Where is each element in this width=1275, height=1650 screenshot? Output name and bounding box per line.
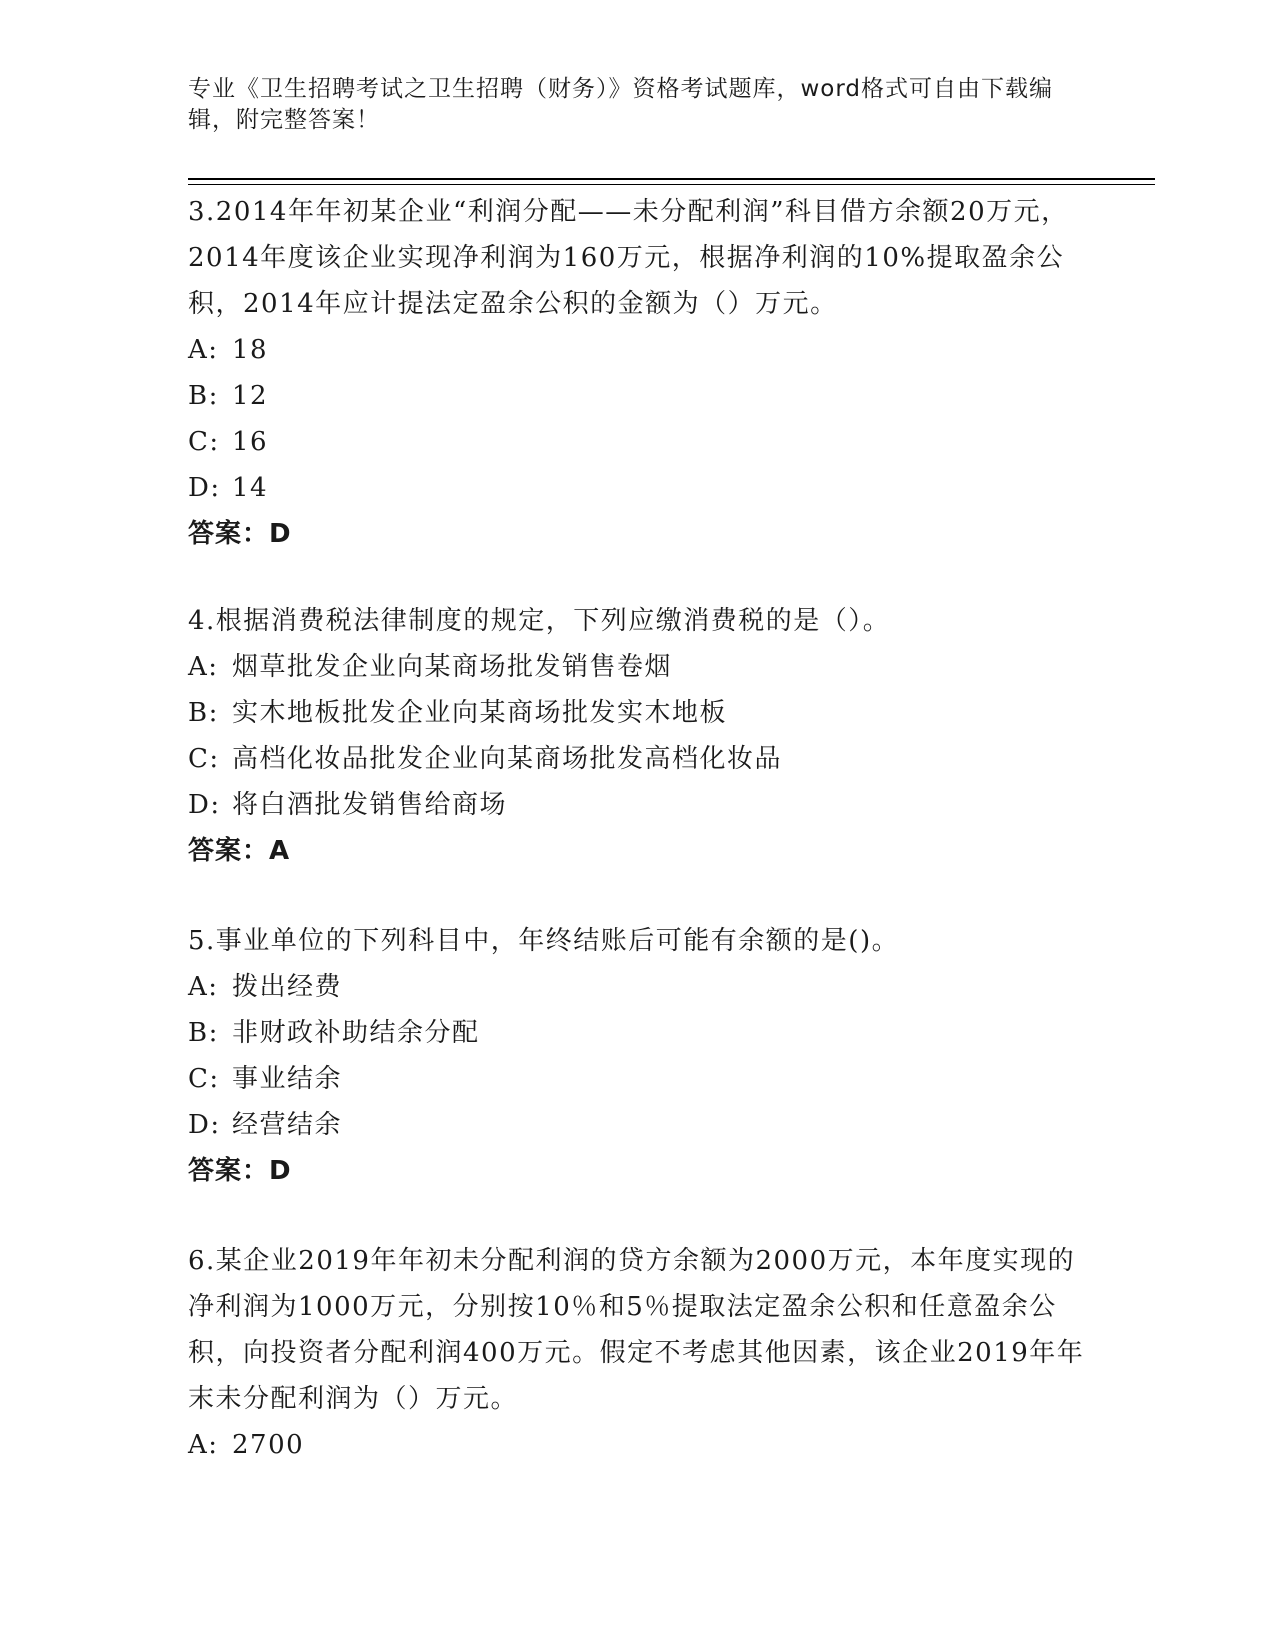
option-label: A:	[188, 652, 219, 682]
option-text: 事业结余	[232, 1064, 343, 1094]
question-6	[188, 1238, 1088, 1468]
option-b	[188, 690, 1088, 736]
option-a	[188, 964, 1088, 1010]
option-text: 12	[232, 381, 269, 411]
option-d	[188, 465, 1088, 511]
option-a	[188, 327, 1088, 373]
option-label: C:	[188, 1064, 220, 1094]
option-label: B:	[188, 1018, 219, 1048]
option-text: 18	[232, 335, 269, 365]
question-stem: 5.事业单位的下列科目中，年终结账后可能有余额的是()。	[188, 926, 900, 956]
header-rule-thick	[188, 178, 1155, 180]
answer: 答案：A	[188, 836, 291, 866]
question-stem: 4.根据消费税法律制度的规定，下列应缴消费税的是（）。	[188, 606, 891, 636]
option-text: 高档化妆品批发企业向某商场批发高档化妆品	[232, 744, 783, 774]
option-c	[188, 419, 1088, 465]
option-text: 14	[232, 473, 269, 503]
question-3	[188, 189, 1088, 557]
option-c	[188, 1056, 1088, 1102]
option-label: D:	[188, 473, 221, 503]
option-text: 烟草批发企业向某商场批发销售卷烟	[232, 652, 673, 682]
option-text: 实木地板批发企业向某商场批发实木地板	[232, 698, 728, 728]
option-text: 将白酒批发销售给商场	[232, 790, 508, 820]
option-text: 经营结余	[232, 1110, 343, 1140]
option-label: B:	[188, 698, 219, 728]
answer: 答案：D	[188, 519, 292, 549]
question-stem: 3.2014年年初某企业“利润分配——未分配利润”科目借方余额20万元，2014年度该企业实现净利润为160万元，根据净利润的10%提取盈余公积，2014年应计提法定盈余公积的金额为（）万元。	[188, 197, 1069, 319]
option-label: D:	[188, 1110, 221, 1140]
option-text: 2700	[232, 1430, 305, 1460]
option-label: A:	[188, 1430, 219, 1460]
option-label: C:	[188, 427, 220, 457]
option-label: A:	[188, 335, 219, 365]
question-4	[188, 598, 1088, 874]
option-text: 16	[232, 427, 269, 457]
option-label: B:	[188, 381, 219, 411]
document-header: 专业《卫生招聘考试之卫生招聘（财务）》资格考试题库，word格式可自由下载编辑，附完整答案！	[188, 76, 1054, 133]
option-d	[188, 1102, 1088, 1148]
option-a	[188, 1422, 1088, 1468]
option-label: A:	[188, 972, 219, 1002]
header-rule-thin	[188, 184, 1155, 185]
option-text: 拨出经费	[232, 972, 343, 1002]
question-5	[188, 918, 1088, 1194]
question-stem: 6.某企业2019年年初未分配利润的贷方余额为2000万元，本年度实现的净利润为1000万元，分别按10％和5％提取法定盈余公积和任意盈余公积，向投资者分配利润400万元。假定不考虑其他因素，该企业2019年年末未分配利润为（）万元。	[188, 1246, 1085, 1414]
option-label: C:	[188, 744, 220, 774]
option-c	[188, 736, 1088, 782]
answer: 答案：D	[188, 1156, 292, 1186]
option-a	[188, 644, 1088, 690]
option-text: 非财政补助结余分配	[232, 1018, 480, 1048]
option-b	[188, 373, 1088, 419]
option-label: D:	[188, 790, 221, 820]
option-d	[188, 782, 1088, 828]
option-b	[188, 1010, 1088, 1056]
